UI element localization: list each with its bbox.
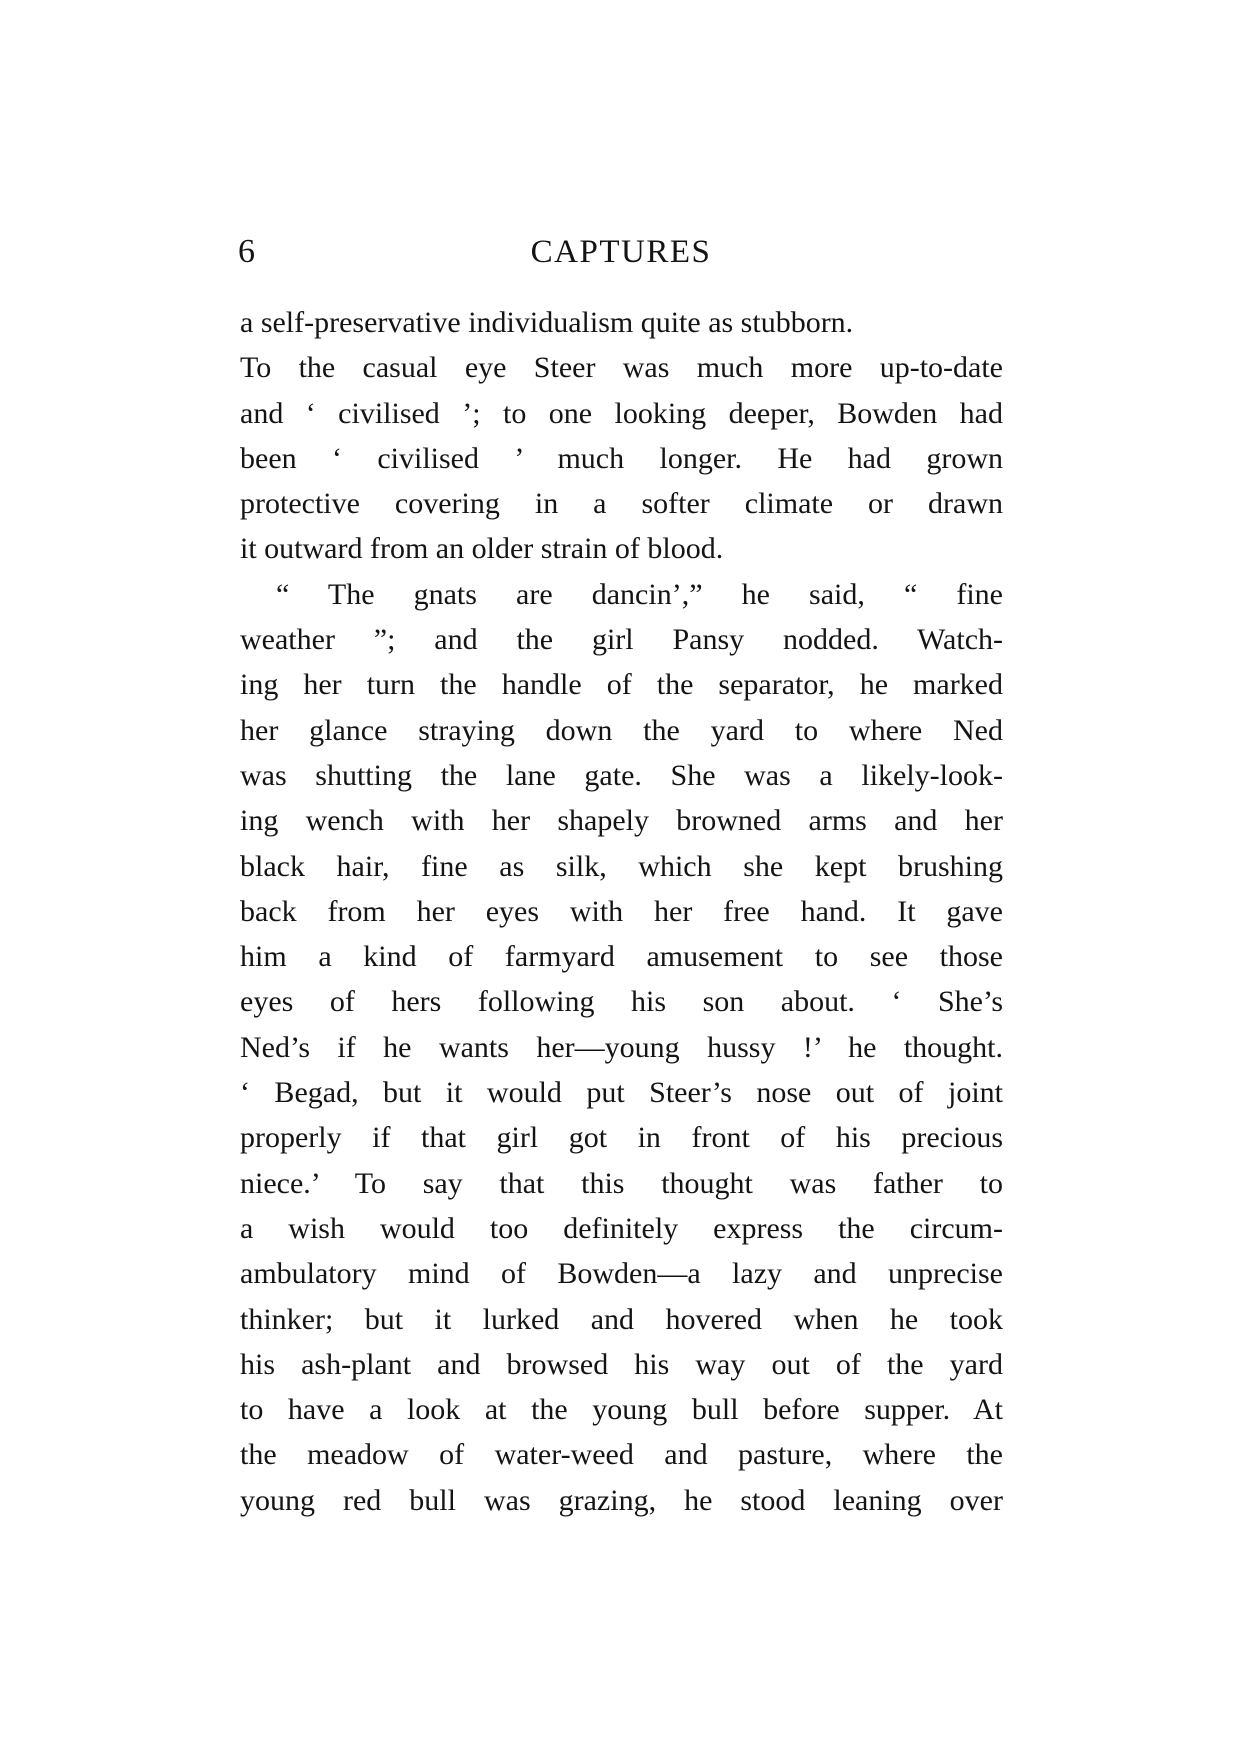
- text-line: his ash-plant and browsed his way out of the yard: [240, 1347, 1003, 1381]
- text-line: thinker; but it lurked and hovered when he took: [240, 1302, 1003, 1336]
- text-line: niece.’ To say that this thought was father to: [240, 1166, 1003, 1200]
- text-line: and ‘ civilised ’; to one looking deeper, Bowden had: [240, 396, 1003, 430]
- text-line: eyes of hers following his son about. ‘ She’s: [240, 985, 1003, 1019]
- text-line: Ned’s if he wants her—young hussy !’ he thought.: [240, 1030, 1003, 1064]
- text-line: him a kind of farmyard amusement to see those: [240, 940, 1003, 974]
- running-head: CAPTURES: [530, 234, 712, 270]
- text-line: “ The gnats are dancin’,” he said, “ fine: [276, 577, 1003, 611]
- page-number: 6: [238, 233, 255, 270]
- text-line: the meadow of water-weed and pasture, where the: [240, 1438, 1003, 1472]
- text-line: properly if that girl got in front of his precious: [240, 1121, 1003, 1155]
- text-line: a self-preservative individualism quite as stubborn.: [240, 306, 854, 339]
- text-line: black hair, fine as silk, which she kept brushing: [240, 849, 1003, 883]
- text-line: was shutting the lane gate. She was a likely-look-: [240, 758, 1003, 792]
- text-line: protective covering in a softer climate or drawn: [240, 487, 1003, 521]
- text-line: ing her turn the handle of the separator, he marked: [240, 668, 1003, 702]
- text-line: young red bull was grazing, he stood leaning over: [240, 1483, 1003, 1517]
- text-line: ing wench with her shapely browned arms and her: [240, 804, 1003, 838]
- text-line: ‘ Begad, but it would put Steer’s nose out of joint: [240, 1076, 1003, 1110]
- page-header: [238, 228, 1004, 276]
- text-line: to have a look at the young bull before supper. At: [240, 1393, 1003, 1427]
- text-line: it outward from an older strain of blood.: [240, 532, 724, 566]
- text-line: back from her eyes with her free hand. It gave: [240, 894, 1003, 928]
- text-line: her glance straying down the yard to where Ned: [240, 713, 1003, 747]
- text-line: a wish would too definitely express the circum-: [240, 1211, 1003, 1245]
- body-text: [240, 300, 1003, 1523]
- text-line: weather ”; and the girl Pansy nodded. Watch-: [240, 623, 1003, 657]
- text-line: been ‘ civilised ’ much longer. He had grown: [240, 441, 1003, 475]
- text-line: To the casual eye Steer was much more up-to-date: [240, 351, 1003, 385]
- text-line: ambulatory mind of Bowden—a lazy and unprecise: [240, 1257, 1003, 1291]
